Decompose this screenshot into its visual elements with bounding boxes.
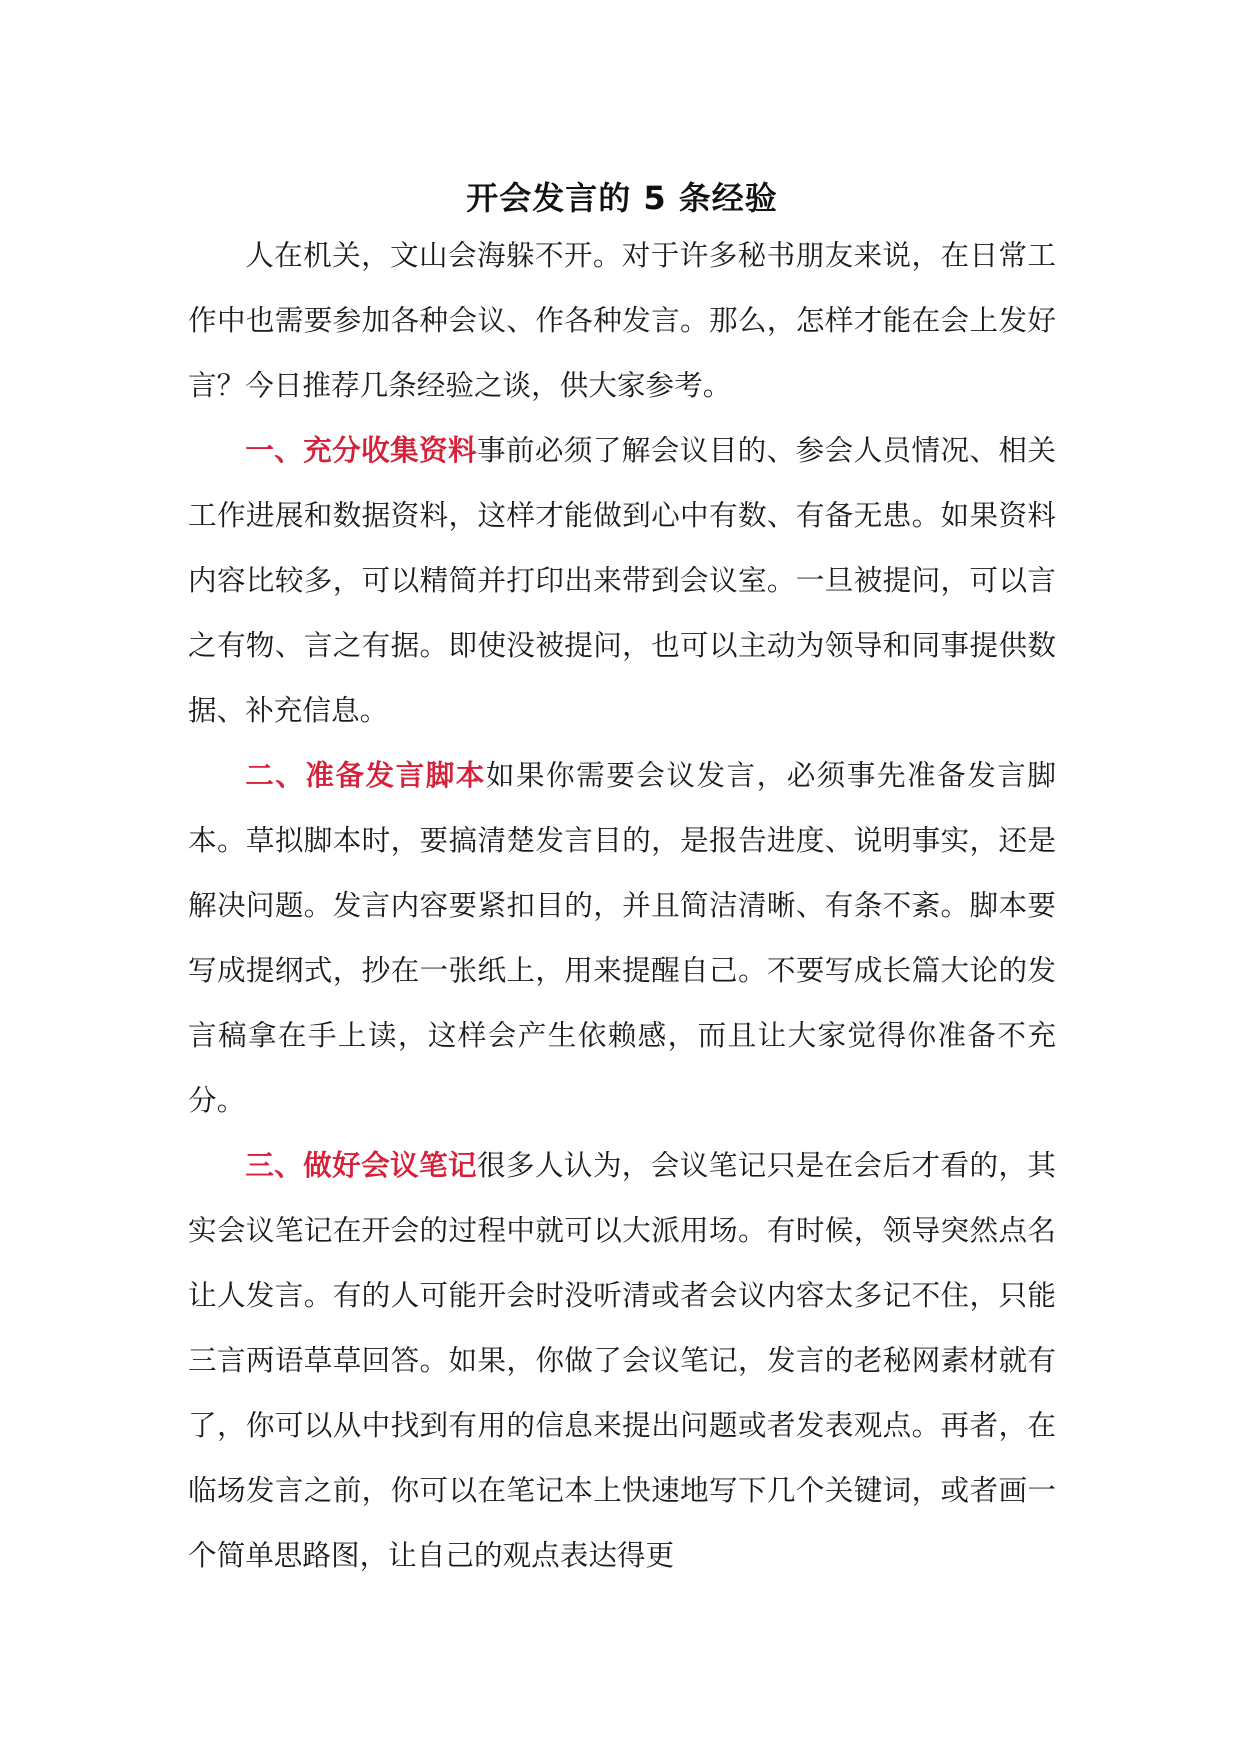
section-paragraph-3 — [188, 1133, 1056, 1588]
section-body-2: 如果你需要会议发言，必须事先准备发言脚本。草拟脚本时，要搞清楚发言目的，是报告进度、说明事实，还是解决问题。发言内容要紧扣目的，并且简洁清晰、有条不紊。脚本要写成提纲式，抄在一张纸上，用来提醒自己。不要写成长篇大论的发言稿拿在手上读，这样会产生依赖感，而且让大家觉得你准备不充分。 — [188, 758, 1056, 1117]
section-body-3: 很多人认为，会议笔记只是在会后才看的，其实会议笔记在开会的过程中就可以大派用场。有时候，领导突然点名让人发言。有的人可能开会时没听清或者会议内容太多记不住，只能三言两语草草回答。如果，你做了会议笔记，发言的老秘网素材就有了，你可以从中找到有用的信息来提出问题或者发表观点。再者，在临场发言之前，你可以在笔记本上快速地写下几个关键词，或者画一个简单思路图，让自己的观点表达得更 — [188, 1148, 1056, 1572]
section-heading-1: 一、充分收集资料 — [245, 433, 477, 467]
section-paragraph-2 — [188, 743, 1056, 1133]
section-body-1: 事前必须了解会议目的、参会人员情况、相关工作进展和数据资料，这样才能做到心中有数、有备无患。如果资料内容比较多，可以精简并打印出来带到会议室。一旦被提问，可以言之有物、言之有据。即使没被提问，也可以主动为领导和同事提供数据、补充信息。 — [188, 433, 1056, 727]
section-heading-3: 三、做好会议笔记 — [245, 1148, 477, 1182]
section-heading-2: 二、准备发言脚本 — [245, 758, 486, 792]
intro-paragraph: 人在机关，文山会海躲不开。对于许多秘书朋友来说，在日常工作中也需要参加各种会议、作各种发言。那么，怎样才能在会上发好言？今日推荐几条经验之谈，供大家参考。 — [188, 238, 1056, 402]
section-paragraph-1 — [188, 418, 1056, 743]
page-title: 开会发言的 5 条经验 — [466, 179, 778, 217]
document-body — [188, 173, 1056, 1588]
